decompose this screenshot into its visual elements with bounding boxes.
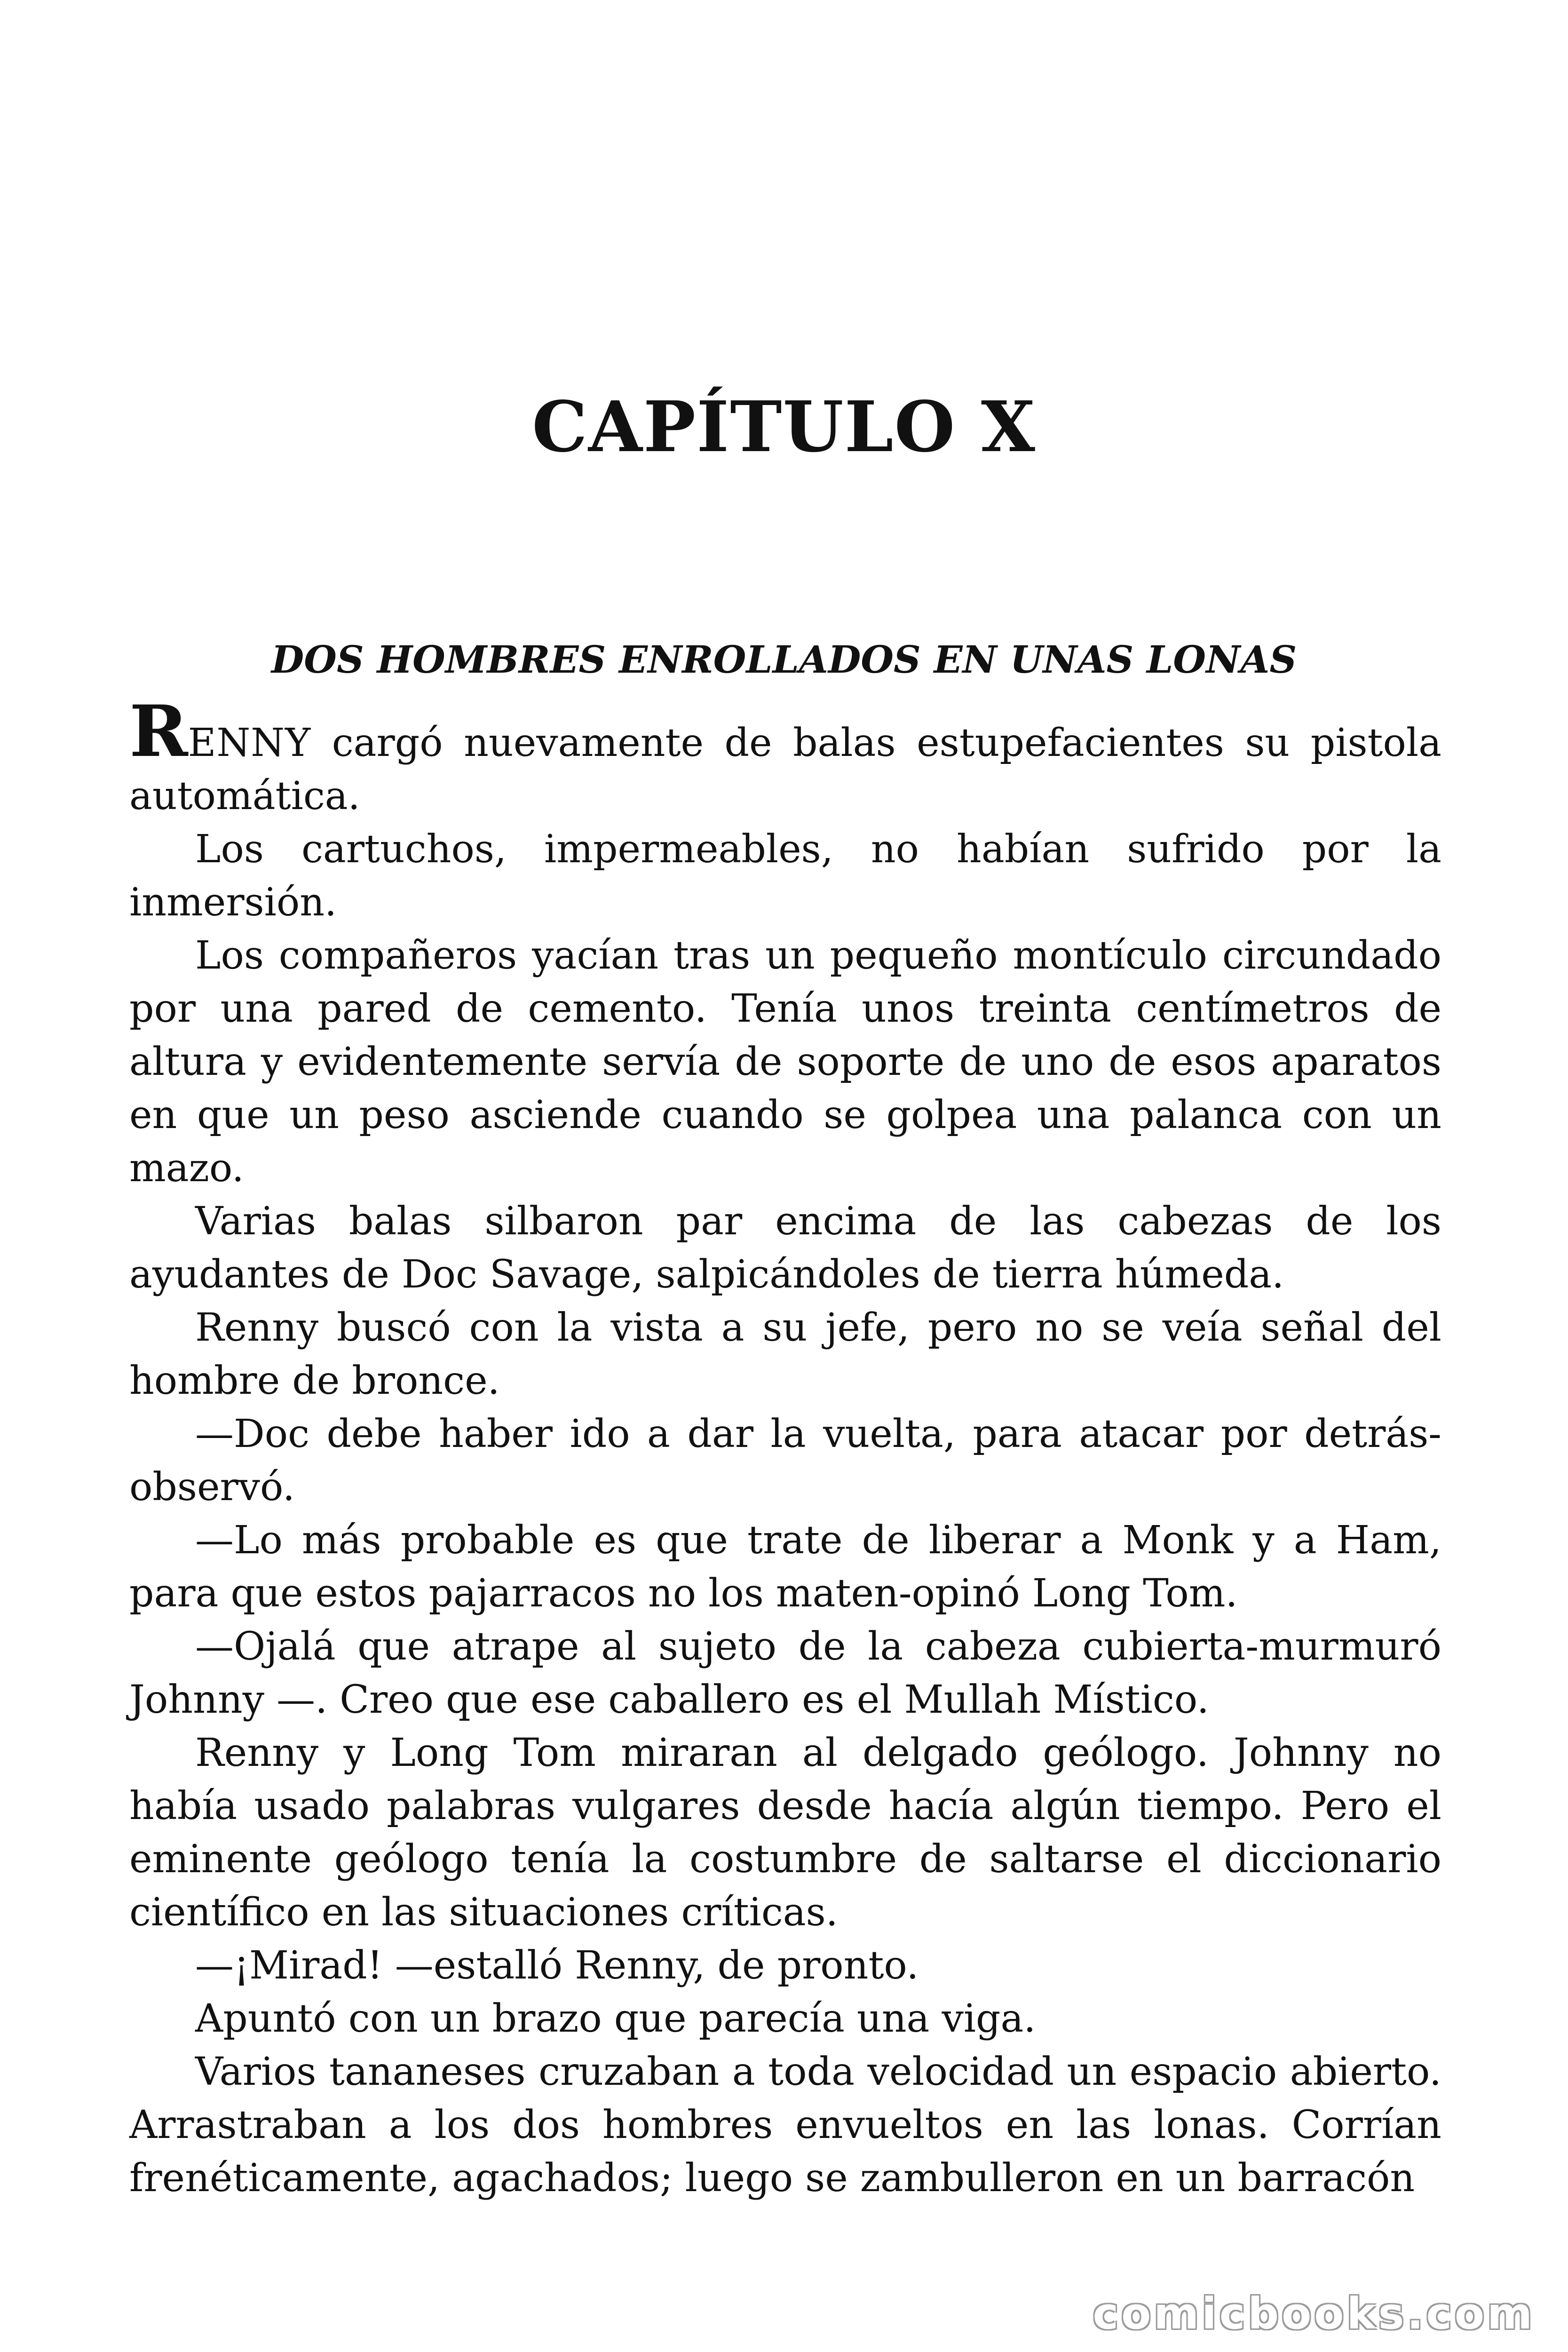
paragraph-1 <box>129 690 1441 823</box>
chapter-title: CAPÍTULO X <box>532 386 1036 468</box>
drop-initial: R <box>129 690 188 773</box>
paragraph-7: —Lo más probable es que trate de liberar a Monk y a Ham, para que estos pajarracos no los maten-opinó Long Tom. <box>129 1518 1441 1616</box>
paragraph-12: Varios tananeses cruzaban a toda velocidad un espacio abierto. Arrastraban a los dos hombres envueltos en las lonas. Corrían frenéticamente, agachados; luego se zambulleron en un barracón <box>129 2050 1441 2201</box>
paragraph-10: —¡Mirad! —estalló Renny, de pronto. <box>195 1943 919 1988</box>
chapter-body <box>129 690 1441 2205</box>
paragraph-3: Los compañeros yacían tras un pequeño montículo circundado por una pared de cemento. Tenía unos treinta centímetros de altura y evidentemente servía de soporte de uno de esos aparatos en que un peso asciende cuando se golpea una palanca con un mazo. <box>129 933 1441 1191</box>
paragraph-2: Los cartuchos, impermeables, no habían sufrido por la inmersión. <box>129 827 1441 925</box>
paragraph-6: —Doc debe haber ido a dar la vuelta, para atacar por detrás-observó. <box>129 1412 1441 1510</box>
chapter-subtitle: DOS HOMBRES ENROLLADOS EN UNAS LONAS <box>271 637 1297 682</box>
paragraph-11: Apuntó con un brazo que parecía una viga. <box>195 1996 1036 2041</box>
paragraph-4: Varias balas silbaron par encima de las cabezas de los ayudantes de Doc Savage, salpicándoles de tierra húmeda. <box>129 1199 1441 1297</box>
paragraph-1-text: cargó nuevamente de balas estupefacientes su pistola automática. <box>129 721 1441 818</box>
initial-word-rest: ENNY <box>188 721 311 765</box>
paragraph-9: Renny y Long Tom miraran al delgado geólogo. Johnny no había usado palabras vulgares desde hacía algún tiempo. Pero el eminente geólogo tenía la costumbre de saltarse el diccionario científico en las situaciones críticas. <box>129 1731 1441 1935</box>
paragraph-8: —Ojalá que atrape al sujeto de la cabeza cubierta-murmuró Johnny —. Creo que ese caballero es el Mullah Místico. <box>129 1624 1441 1722</box>
paragraph-5: Renny buscó con la vista a su jefe, pero no se veía señal del hombre de bronce. <box>129 1305 1441 1403</box>
watermark: comicbooks.com <box>1093 2288 1535 2339</box>
